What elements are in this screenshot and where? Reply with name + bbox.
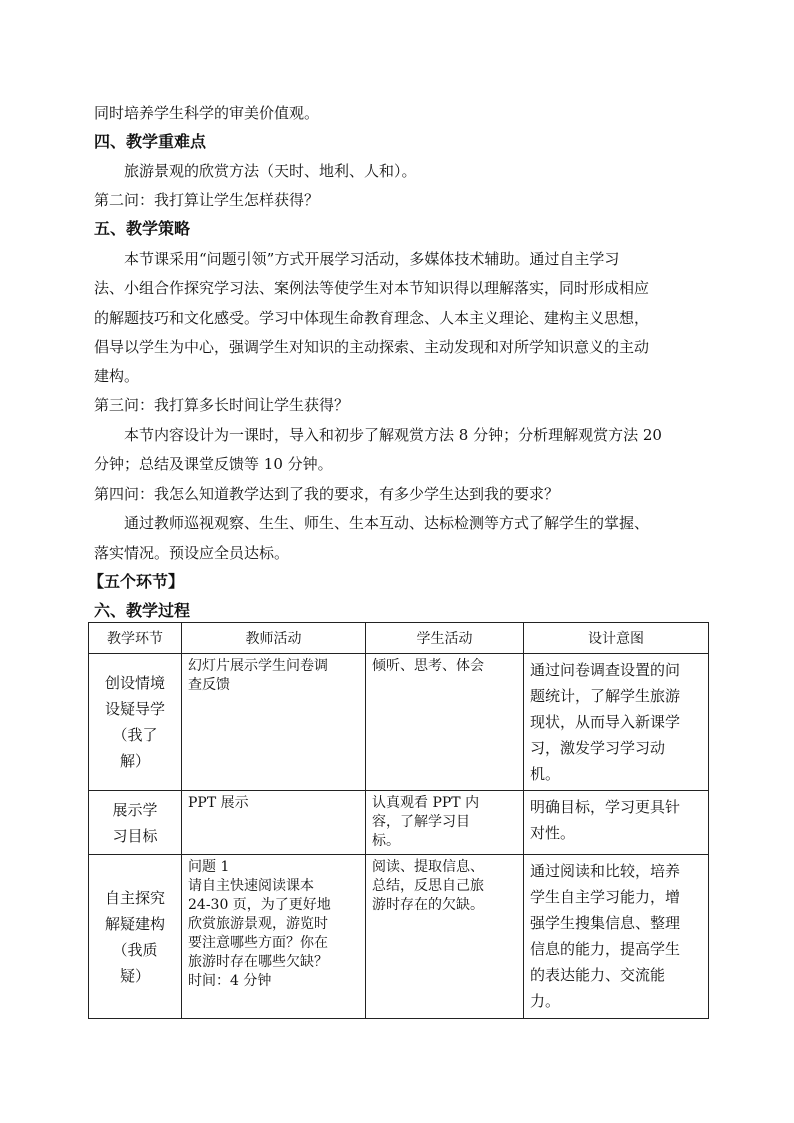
cell-line: PPT 展示 xyxy=(188,795,249,811)
cell-line: 总结，反思自己旅 xyxy=(372,878,484,894)
cell-line: 力。 xyxy=(530,992,561,1010)
paragraph-text: 旅游景观的欣赏方法（天时、地利、人和）。 xyxy=(124,162,417,180)
cell-line: 游时存在的欠缺。 xyxy=(372,897,484,913)
section-heading-6: 六、教学过程 xyxy=(94,601,191,620)
cell-line: 习目标 xyxy=(112,826,158,845)
cell-line: 认真观看 PPT 内 xyxy=(372,795,480,811)
table-header-row xyxy=(89,623,709,654)
cell-line: 通过阅读和比较，培养 xyxy=(530,862,681,880)
cell-line: 解疑建构 xyxy=(104,914,165,933)
cell-line: 强学生搜集信息、整理 xyxy=(530,914,681,932)
cell-line: 题统计，了解学生旅游 xyxy=(530,687,681,705)
question-2: 第二问：我打算让学生怎样获得？ xyxy=(94,191,320,209)
cell-line: 对性。 xyxy=(530,824,576,842)
teaching-process-table xyxy=(88,622,709,1019)
student-activity-cell xyxy=(366,855,524,1019)
table-row xyxy=(89,855,709,1019)
cell-line: 机。 xyxy=(530,765,561,783)
table-row xyxy=(89,791,709,855)
paragraph-text: 通过教师巡视观察、生生、师生、生本互动、达标检测等方式了解学生的掌握、 xyxy=(124,514,650,532)
paragraph-text: 倡导以学生为中心，强调学生对知识的主动探索、主动发现和对所学知识意义的主动 xyxy=(94,338,650,356)
header-student-activity: 学生活动 xyxy=(366,623,524,654)
cell-line: 请自主快速阅读课本 xyxy=(188,878,314,894)
paragraph-text: 本节内容设计为一课时，导入和初步了解观赏方法 8 分钟；分析理解观赏方法 20 xyxy=(124,426,662,444)
question-4: 第四问：我怎么知道教学达到了我的要求，有多少学生达到我的要求？ xyxy=(94,485,560,503)
cell-line: 展示学 xyxy=(112,800,158,819)
cell-line: 现状，从而导入新课学 xyxy=(530,713,681,731)
table-row xyxy=(89,654,709,791)
cell-line: 明确目标，学习更具针 xyxy=(530,798,681,816)
cell-line: 幻灯片展示学生问卷调 xyxy=(188,658,328,674)
cell-line: 习，激发学习学习动 xyxy=(530,739,666,757)
design-intent-cell xyxy=(524,855,709,1019)
cell-line: 要注意哪些方面？你在 xyxy=(188,935,328,951)
design-intent-cell xyxy=(524,654,709,791)
cell-line: 疑） xyxy=(119,966,150,985)
cell-line: （我质 xyxy=(112,940,158,959)
paragraph-text: 落实情况。预设应全员达标。 xyxy=(94,544,290,562)
section-heading-4: 四、教学重难点 xyxy=(94,132,207,151)
cell-line: 通过问卷调查设置的问 xyxy=(530,661,681,679)
design-intent-cell xyxy=(524,791,709,855)
stage-cell xyxy=(89,654,182,791)
cell-line: 问题 1 xyxy=(188,859,230,875)
paragraph-text: 的解题技巧和文化感受。学习中体现生命教育理念、人本主义理论、建构主义思想， xyxy=(94,309,650,327)
stage-cell xyxy=(89,791,182,855)
paragraph-text: 建构。 xyxy=(94,367,140,385)
teacher-activity-cell xyxy=(182,791,366,855)
cell-line: 阅读、提取信息、 xyxy=(372,859,484,875)
cell-line: 查反馈 xyxy=(188,677,230,693)
teacher-activity-cell xyxy=(182,654,366,791)
cell-line: 自主探究 xyxy=(104,888,165,907)
student-activity-cell xyxy=(366,791,524,855)
cell-line: 容，了解学习目 xyxy=(372,814,470,830)
header-design-intent: 设计意图 xyxy=(524,623,709,654)
cell-line: 倾听、思考、体会 xyxy=(372,658,484,674)
paragraph-text: 同时培养学生科学的审美价值观。 xyxy=(94,104,320,122)
cell-line: 的表达能力、交流能 xyxy=(530,966,666,984)
student-activity-cell xyxy=(366,654,524,791)
cell-line: 创设情境 xyxy=(104,674,165,692)
cell-line: 旅游时存在哪些欠缺？ xyxy=(188,954,328,970)
stage-cell xyxy=(89,855,182,1019)
cell-line: 学生自主学习能力，增 xyxy=(530,888,681,906)
five-stages-label: 【五个环节】 xyxy=(88,572,185,591)
paragraph-text: 分钟；总结及课堂反馈等 10 分钟。 xyxy=(94,455,333,473)
cell-line: 时间：4 分钟 xyxy=(188,973,272,989)
cell-line: 解） xyxy=(119,752,150,770)
teacher-activity-cell xyxy=(182,855,366,1019)
question-3: 第三问：我打算多长时间让学生获得？ xyxy=(94,396,350,414)
header-stage: 教学环节 xyxy=(89,623,182,654)
cell-line: 标。 xyxy=(372,833,400,849)
paragraph-text: 本节课采用“问题引领”方式开展学习活动，多媒体技术辅助。通过自主学习 xyxy=(124,250,620,268)
cell-line: （我了 xyxy=(112,726,158,744)
paragraph-text: 法、小组合作探究学习法、案例法等使学生对本节知识得以理解落实，同时形成相应 xyxy=(94,279,650,297)
cell-line: 欣赏旅游景观，游览时 xyxy=(188,916,328,932)
section-heading-5: 五、教学策略 xyxy=(94,219,191,238)
cell-line: 设疑导学 xyxy=(104,700,165,718)
cell-line: 信息的能力，提高学生 xyxy=(530,940,681,958)
cell-line: 24-30 页，为了更好地 xyxy=(188,897,331,913)
header-teacher-activity: 教师活动 xyxy=(182,623,366,654)
